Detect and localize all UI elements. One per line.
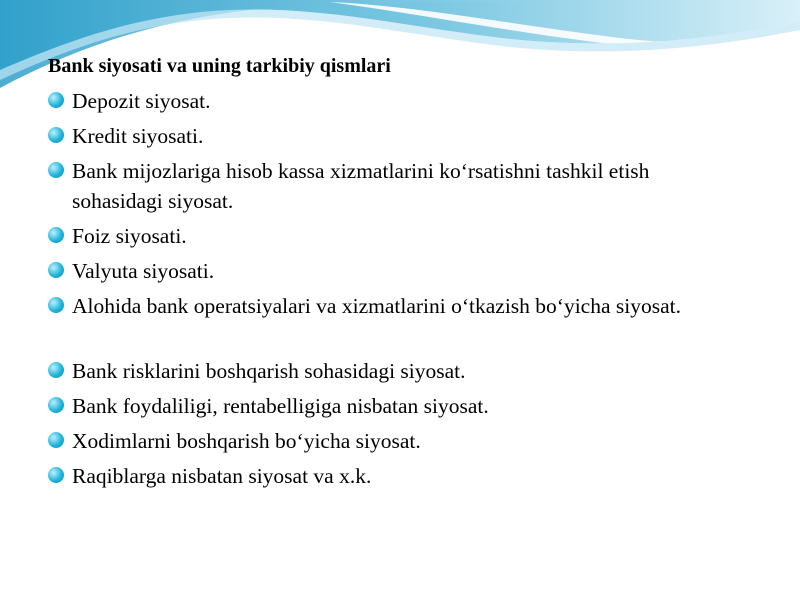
circle-bullet-icon bbox=[48, 467, 64, 483]
circle-bullet-icon bbox=[48, 162, 64, 178]
bullet-text: Kredit siyosati. bbox=[72, 124, 204, 148]
circle-bullet-icon bbox=[48, 127, 64, 143]
bullet-text: Bank mijozlariga hisob kassa xizmatlarini ko‘rsatishni tashkil etish sohasidagi siyosat. bbox=[72, 159, 650, 213]
circle-bullet-icon bbox=[48, 362, 64, 378]
circle-bullet-icon bbox=[48, 262, 64, 278]
bullet-text: Bank risklarini boshqarish sohasidagi siyosat. bbox=[72, 359, 466, 383]
bullet-text: Xodimlarni boshqarish bo‘yicha siyosat. bbox=[72, 429, 421, 453]
bullet-text: Depozit siyosat. bbox=[72, 89, 211, 113]
circle-bullet-icon bbox=[48, 297, 64, 313]
circle-bullet-icon bbox=[48, 92, 64, 108]
slide-title: Bank siyosati va uning tarkibiy qismlari bbox=[48, 55, 391, 77]
bullet-text: Foiz siyosati. bbox=[72, 224, 187, 248]
circle-bullet-icon bbox=[48, 432, 64, 448]
bullet-text: Bank foydaliligi, rentabelligiga nisbatan siyosat. bbox=[72, 394, 489, 418]
circle-bullet-icon bbox=[48, 397, 64, 413]
bullet-text: Valyuta siyosati. bbox=[72, 259, 215, 283]
bullet-text: Alohida bank operatsiyalari va xizmatlarini o‘tkazish bo‘yicha siyosat. bbox=[72, 294, 681, 318]
bullet-text: Raqiblarga nisbatan siyosat va x.k. bbox=[72, 464, 372, 488]
circle-bullet-icon bbox=[48, 227, 64, 243]
